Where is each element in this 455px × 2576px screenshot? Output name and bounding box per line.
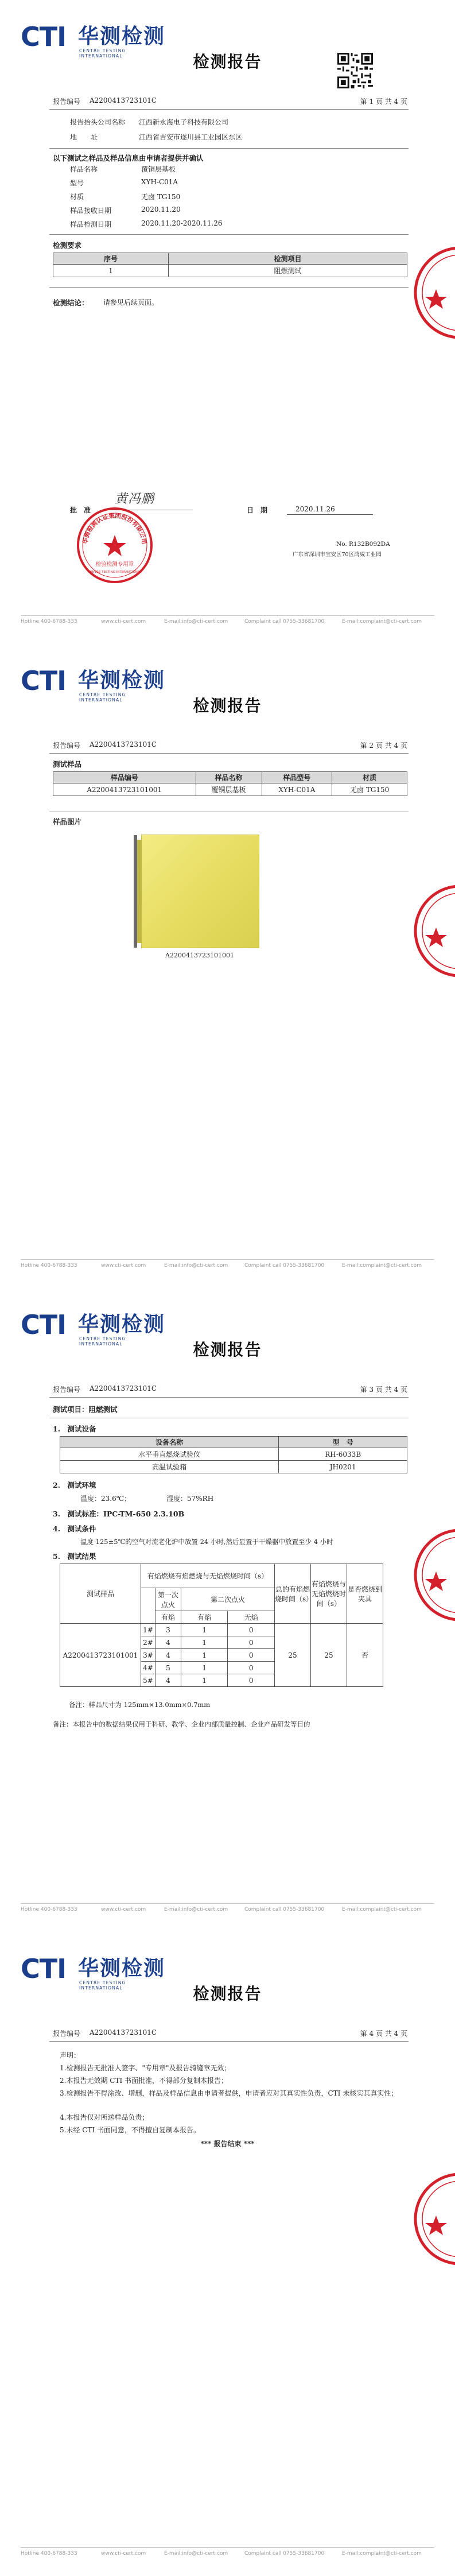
report-header xyxy=(53,1384,407,1397)
report-title: 检测报告 xyxy=(193,1340,262,1359)
field-label: 样品名称 xyxy=(70,165,98,173)
footer-web: www.cti-cert.com xyxy=(101,619,146,624)
report-number-label: 报告编号 xyxy=(53,2030,81,2038)
report-number: A2200413723101C xyxy=(90,2028,157,2036)
table-header-cell: 测试样品 xyxy=(60,1564,141,1624)
table-cell: 1# xyxy=(141,1624,155,1636)
applicant-row xyxy=(70,117,391,129)
table-header-cell: 第一次点火 xyxy=(155,1588,181,1611)
table-cell: 4 xyxy=(155,1674,181,1687)
statement-item: 5.未经 CTI 书面同意，不得擅自复制本报告。 xyxy=(60,2126,201,2134)
riding-seal-icon xyxy=(409,879,455,983)
logo-english: CENTRE TESTING INTERNATIONAL xyxy=(79,692,126,703)
table-header-cell: 总的有焰燃烧时间（s） xyxy=(275,1564,311,1624)
report-page-3 xyxy=(0,1288,455,1932)
statement-item: 4.本报告仅对所送样品负责； xyxy=(60,2113,149,2121)
table-cell: 阻燃测试 xyxy=(169,265,407,277)
table-cell: RH-6033B xyxy=(279,1448,407,1461)
field-row xyxy=(70,164,357,176)
sample-heading: 测试样品 xyxy=(53,760,82,769)
footer-complaint-email: E-mail:complaint@cti-cert.com xyxy=(342,619,422,624)
table-cell: 无卤 TG150 xyxy=(332,783,407,796)
footer-divider xyxy=(21,2547,434,2548)
table-cell: 否 xyxy=(347,1624,383,1687)
table-cell: A2200413723101001 xyxy=(60,1624,141,1687)
table-cell: 1 xyxy=(181,1624,228,1636)
field-label: 样品检测日期 xyxy=(70,220,112,228)
footer-complaint-call: Complaint call 0755-33681700 xyxy=(244,1263,325,1268)
section-results: 5. 测试结果 xyxy=(53,1552,96,1561)
footer-complaint-call: Complaint call 0755-33681700 xyxy=(244,619,325,624)
table-header-cell: 有焰燃烧有焰燃烧与无焰燃烧时间（s） xyxy=(141,1564,275,1588)
footer-complaint-call: Complaint call 0755-33681700 xyxy=(244,2551,325,2556)
table-cell: 0 xyxy=(228,1674,275,1687)
requirements-table xyxy=(53,253,407,277)
report-number-label: 报告编号 xyxy=(53,742,81,750)
report-end: *** 报告结束 *** xyxy=(200,2140,255,2148)
field-row xyxy=(70,192,357,203)
footer-complaint-email: E-mail:complaint@cti-cert.com xyxy=(342,2551,422,2556)
table-cell: 0 xyxy=(228,1624,275,1636)
logo-chinese: 华测检测 xyxy=(78,1313,166,1336)
footer-divider xyxy=(21,1903,434,1904)
table-cell: JH0201 xyxy=(279,1461,407,1473)
footer-hotline: Hotline 400-6788-333 xyxy=(21,619,77,624)
logo-english: CENTRE TESTING INTERNATIONAL xyxy=(79,1336,126,1347)
field-value: 覆铜层基板 xyxy=(141,165,176,173)
test-item-title: 测试项目：阻燃测试 xyxy=(53,1405,118,1414)
table-cell: XYH-C01A xyxy=(262,783,332,796)
photo-heading: 样品图片 xyxy=(53,817,82,826)
report-title: 检测报告 xyxy=(193,52,262,71)
logo-chinese: 华测检测 xyxy=(78,25,166,48)
table-header-cell: 样品编号 xyxy=(53,772,196,783)
applicant-value: 江西新永海电子科技有限公司 xyxy=(139,118,229,126)
table-cell: 25 xyxy=(275,1624,311,1687)
table-row xyxy=(53,265,407,277)
date-label: 日 期 xyxy=(247,506,268,514)
divider xyxy=(49,234,409,235)
report-number-label: 报告编号 xyxy=(53,1386,81,1394)
report-number: A2200413723101C xyxy=(90,740,157,748)
table-header-cell: 样品型号 xyxy=(262,772,332,783)
table-header-cell: 有焰燃烧与无焰燃烧时间（s） xyxy=(311,1564,347,1624)
table-cell: 5# xyxy=(141,1674,155,1687)
report-page-2 xyxy=(0,644,455,1288)
table-cell: 0 xyxy=(228,1662,275,1674)
footer-complaint-call: Complaint call 0755-33681700 xyxy=(244,1907,325,1912)
table-header-cell: 检测项目 xyxy=(169,253,407,265)
logo-chinese: 华测检测 xyxy=(78,1957,166,1980)
lab-address: 广东省深圳市宝安区70区鸿威工业园 xyxy=(293,552,382,558)
table-cell: 4 xyxy=(155,1636,181,1649)
table-cell: A2200413723101001 xyxy=(53,783,196,796)
footer-web: www.cti-cert.com xyxy=(101,1907,146,1912)
applicant-label: 报告抬头公司名称 xyxy=(70,118,126,126)
table-header-cell: 是否燃烧到夹具 xyxy=(347,1564,383,1624)
section-conditions: 4. 测试条件 xyxy=(53,1524,96,1533)
statement-item: 3.检测报告不得涂改、增删，样品及样品信息由申请者提供，申请者应对其真实性负责，CTI 未核实其真实性； xyxy=(60,2089,398,2097)
table-header-cell xyxy=(141,1588,155,1624)
table-cell: 高温试验箱 xyxy=(60,1461,279,1473)
remark-size: 备注：样品尺寸为 125mm×13.0mm×0.7mm xyxy=(69,1701,211,1709)
header-divider xyxy=(49,753,409,754)
field-value: 2020.11.20-2020.11.26 xyxy=(141,219,223,227)
report-number: A2200413723101C xyxy=(90,1384,157,1392)
table-header-cell: 无焰 xyxy=(228,1611,275,1624)
table-header-row xyxy=(53,253,407,265)
footer-web: www.cti-cert.com xyxy=(101,1263,146,1268)
footer-email: E-mail:info@cti-cert.com xyxy=(164,1907,228,1912)
field-row xyxy=(70,219,357,231)
report-header xyxy=(53,740,407,753)
table-row xyxy=(53,783,407,796)
divider xyxy=(49,148,409,149)
riding-seal-icon xyxy=(409,2167,455,2271)
footer-divider xyxy=(21,615,434,616)
divider xyxy=(49,287,409,288)
page-indicator: 第 4 页 共 4 页 xyxy=(360,2030,407,2038)
table-cell: 0 xyxy=(228,1649,275,1662)
env-humidity: 湿度：57%RH xyxy=(166,1495,214,1503)
field-label: 型号 xyxy=(70,179,84,187)
report-number: A2200413723101C xyxy=(90,96,157,104)
header-divider xyxy=(49,1397,409,1398)
header-divider xyxy=(49,2041,409,2042)
requirements-heading: 检测要求 xyxy=(53,241,82,250)
date-line xyxy=(287,514,373,515)
approval-date: 2020.11.26 xyxy=(295,505,335,513)
footer-email: E-mail:info@cti-cert.com xyxy=(164,1263,228,1268)
footer-complaint-email: E-mail:complaint@cti-cert.com xyxy=(342,1263,422,1268)
equipment-table xyxy=(60,1436,407,1473)
conclusion-text: 请参见后续页面。 xyxy=(103,298,159,307)
report-page-1 xyxy=(0,0,455,644)
table-header-cell: 样品名称 xyxy=(196,772,262,783)
field-row xyxy=(70,178,357,189)
photo-caption: A2200413723101001 xyxy=(165,952,234,959)
sample-photo xyxy=(141,835,259,948)
footer-email: E-mail:info@cti-cert.com xyxy=(164,619,228,624)
table-header-cell: 型 号 xyxy=(279,1437,407,1448)
section-environment: 2. 测试环境 xyxy=(53,1481,96,1489)
table-header-row xyxy=(53,772,407,783)
page-indicator: 第 1 页 共 4 页 xyxy=(360,98,407,106)
table-header-row xyxy=(60,1564,383,1588)
table-header-cell: 有焰 xyxy=(155,1611,181,1624)
page-indicator: 第 3 页 共 4 页 xyxy=(360,1386,407,1394)
field-label: 样品接收日期 xyxy=(70,207,112,215)
table-cell: 25 xyxy=(311,1624,347,1687)
table-header-cell: 第二次点火 xyxy=(181,1588,275,1611)
report-number-label: 报告编号 xyxy=(53,98,81,106)
sample-table xyxy=(53,771,407,796)
statement-item: 2.本报告无效期 CTI 书面批准，不得部分复制本报告； xyxy=(60,2077,228,2085)
field-value: XYH-C01A xyxy=(141,178,178,186)
provided-info-heading: 以下测试之样品及样品信息由申请者提供并确认 xyxy=(53,154,204,162)
table-cell: 覆铜层基板 xyxy=(196,783,262,796)
report-title: 检测报告 xyxy=(193,1984,262,2003)
page-indicator: 第 2 页 共 4 页 xyxy=(360,742,407,750)
table-cell: 1 xyxy=(181,1636,228,1649)
logo-english: CENTRE TESTING INTERNATIONAL xyxy=(79,1980,126,1991)
footer-divider xyxy=(21,1259,434,1260)
footer-complaint-email: E-mail:complaint@cti-cert.com xyxy=(342,1907,422,1912)
statement-heading: 声明： xyxy=(60,2051,81,2059)
seal-text: 华测检测认证集团股份有限公司 xyxy=(81,512,148,545)
table-header-cell: 有焰 xyxy=(181,1611,228,1624)
logo-chinese: 华测检测 xyxy=(78,669,166,692)
report-page-4 xyxy=(0,1932,455,2576)
table-cell: 3# xyxy=(141,1649,155,1662)
field-value: 无卤 TG150 xyxy=(141,193,181,201)
env-temperature: 温度：23.6℃； xyxy=(80,1495,131,1503)
remark-usage: 备注：本报告中的数据结果仅用于科研、教学、企业内部质量控制、企业产品研发等目的 xyxy=(53,1720,310,1728)
table-header-row xyxy=(60,1437,407,1448)
address-value: 江西省吉安市遂川县工业园区东区 xyxy=(139,133,243,141)
address-row xyxy=(70,132,391,143)
riding-seal-icon xyxy=(409,1523,455,1627)
lab-number: No. R132B092DA xyxy=(336,541,390,548)
table-cell: 1 xyxy=(181,1662,228,1674)
table-cell: 4 xyxy=(155,1649,181,1662)
table-row xyxy=(60,1624,383,1636)
report-header xyxy=(53,96,407,109)
approver-signature: 黄冯鹏 xyxy=(115,492,155,506)
report-title: 检测报告 xyxy=(193,696,262,715)
field-value: 2020.11.20 xyxy=(141,205,181,214)
photo-edge xyxy=(134,835,137,948)
conclusion-heading: 检测结论： xyxy=(53,298,89,307)
seal-english: CENTRE TESTING INTERNATIONAL xyxy=(88,571,142,574)
official-seal-icon xyxy=(75,505,155,585)
table-header-cell: 设备名称 xyxy=(60,1437,279,1448)
address-label: 地 址 xyxy=(70,133,98,141)
seal-subtext: 检验检测专用章 xyxy=(95,561,134,568)
footer-hotline: Hotline 400-6788-333 xyxy=(21,1263,77,1268)
footer-hotline: Hotline 400-6788-333 xyxy=(21,1907,77,1912)
table-cell: 0 xyxy=(228,1636,275,1649)
section-standard: 3. 测试标准：IPC-TM-650 2.3.10B xyxy=(53,1510,185,1518)
logo-latin: CTI xyxy=(21,665,67,696)
section-equipment: 1. 测试设备 xyxy=(53,1425,96,1433)
table-cell: 3 xyxy=(155,1624,181,1636)
table-cell: 1 xyxy=(53,265,169,277)
test-condition: 温度 125±5℃的空气对流老化炉中放置 24 小时,然后显置于干燥器中放置至少 4 小时 xyxy=(80,1538,333,1546)
field-label: 材质 xyxy=(70,193,84,201)
statement-item: 1.检测报告无批准人签字、"专用章"及报告骑缝章无效； xyxy=(60,2064,231,2072)
approver-label: 批 准 xyxy=(70,506,91,514)
table-row xyxy=(60,1461,407,1473)
qr-code-icon xyxy=(337,53,373,88)
field-row xyxy=(70,205,357,217)
table-cell: 1 xyxy=(181,1674,228,1687)
header-divider xyxy=(49,109,409,110)
photo-edge xyxy=(137,840,142,943)
table-cell: 1 xyxy=(181,1649,228,1662)
table-cell: 2# xyxy=(141,1636,155,1649)
logo-latin: CTI xyxy=(21,1953,67,1984)
table-header-cell: 材质 xyxy=(332,772,407,783)
results-table xyxy=(60,1564,383,1687)
footer-email: E-mail:info@cti-cert.com xyxy=(164,2551,228,2556)
footer-hotline: Hotline 400-6788-333 xyxy=(21,2551,77,2556)
logo-english: CENTRE TESTING INTERNATIONAL xyxy=(79,48,126,59)
footer-web: www.cti-cert.com xyxy=(101,2551,146,2556)
logo-latin: CTI xyxy=(21,1309,67,1340)
report-header xyxy=(53,2028,407,2041)
logo-latin: CTI xyxy=(21,21,67,52)
table-row xyxy=(60,1448,407,1461)
table-cell: 5 xyxy=(155,1662,181,1674)
riding-seal-icon xyxy=(409,241,455,344)
table-header-cell: 序号 xyxy=(53,253,169,265)
table-cell: 水平垂直燃烧试验仪 xyxy=(60,1448,279,1461)
table-cell: 4# xyxy=(141,1662,155,1674)
